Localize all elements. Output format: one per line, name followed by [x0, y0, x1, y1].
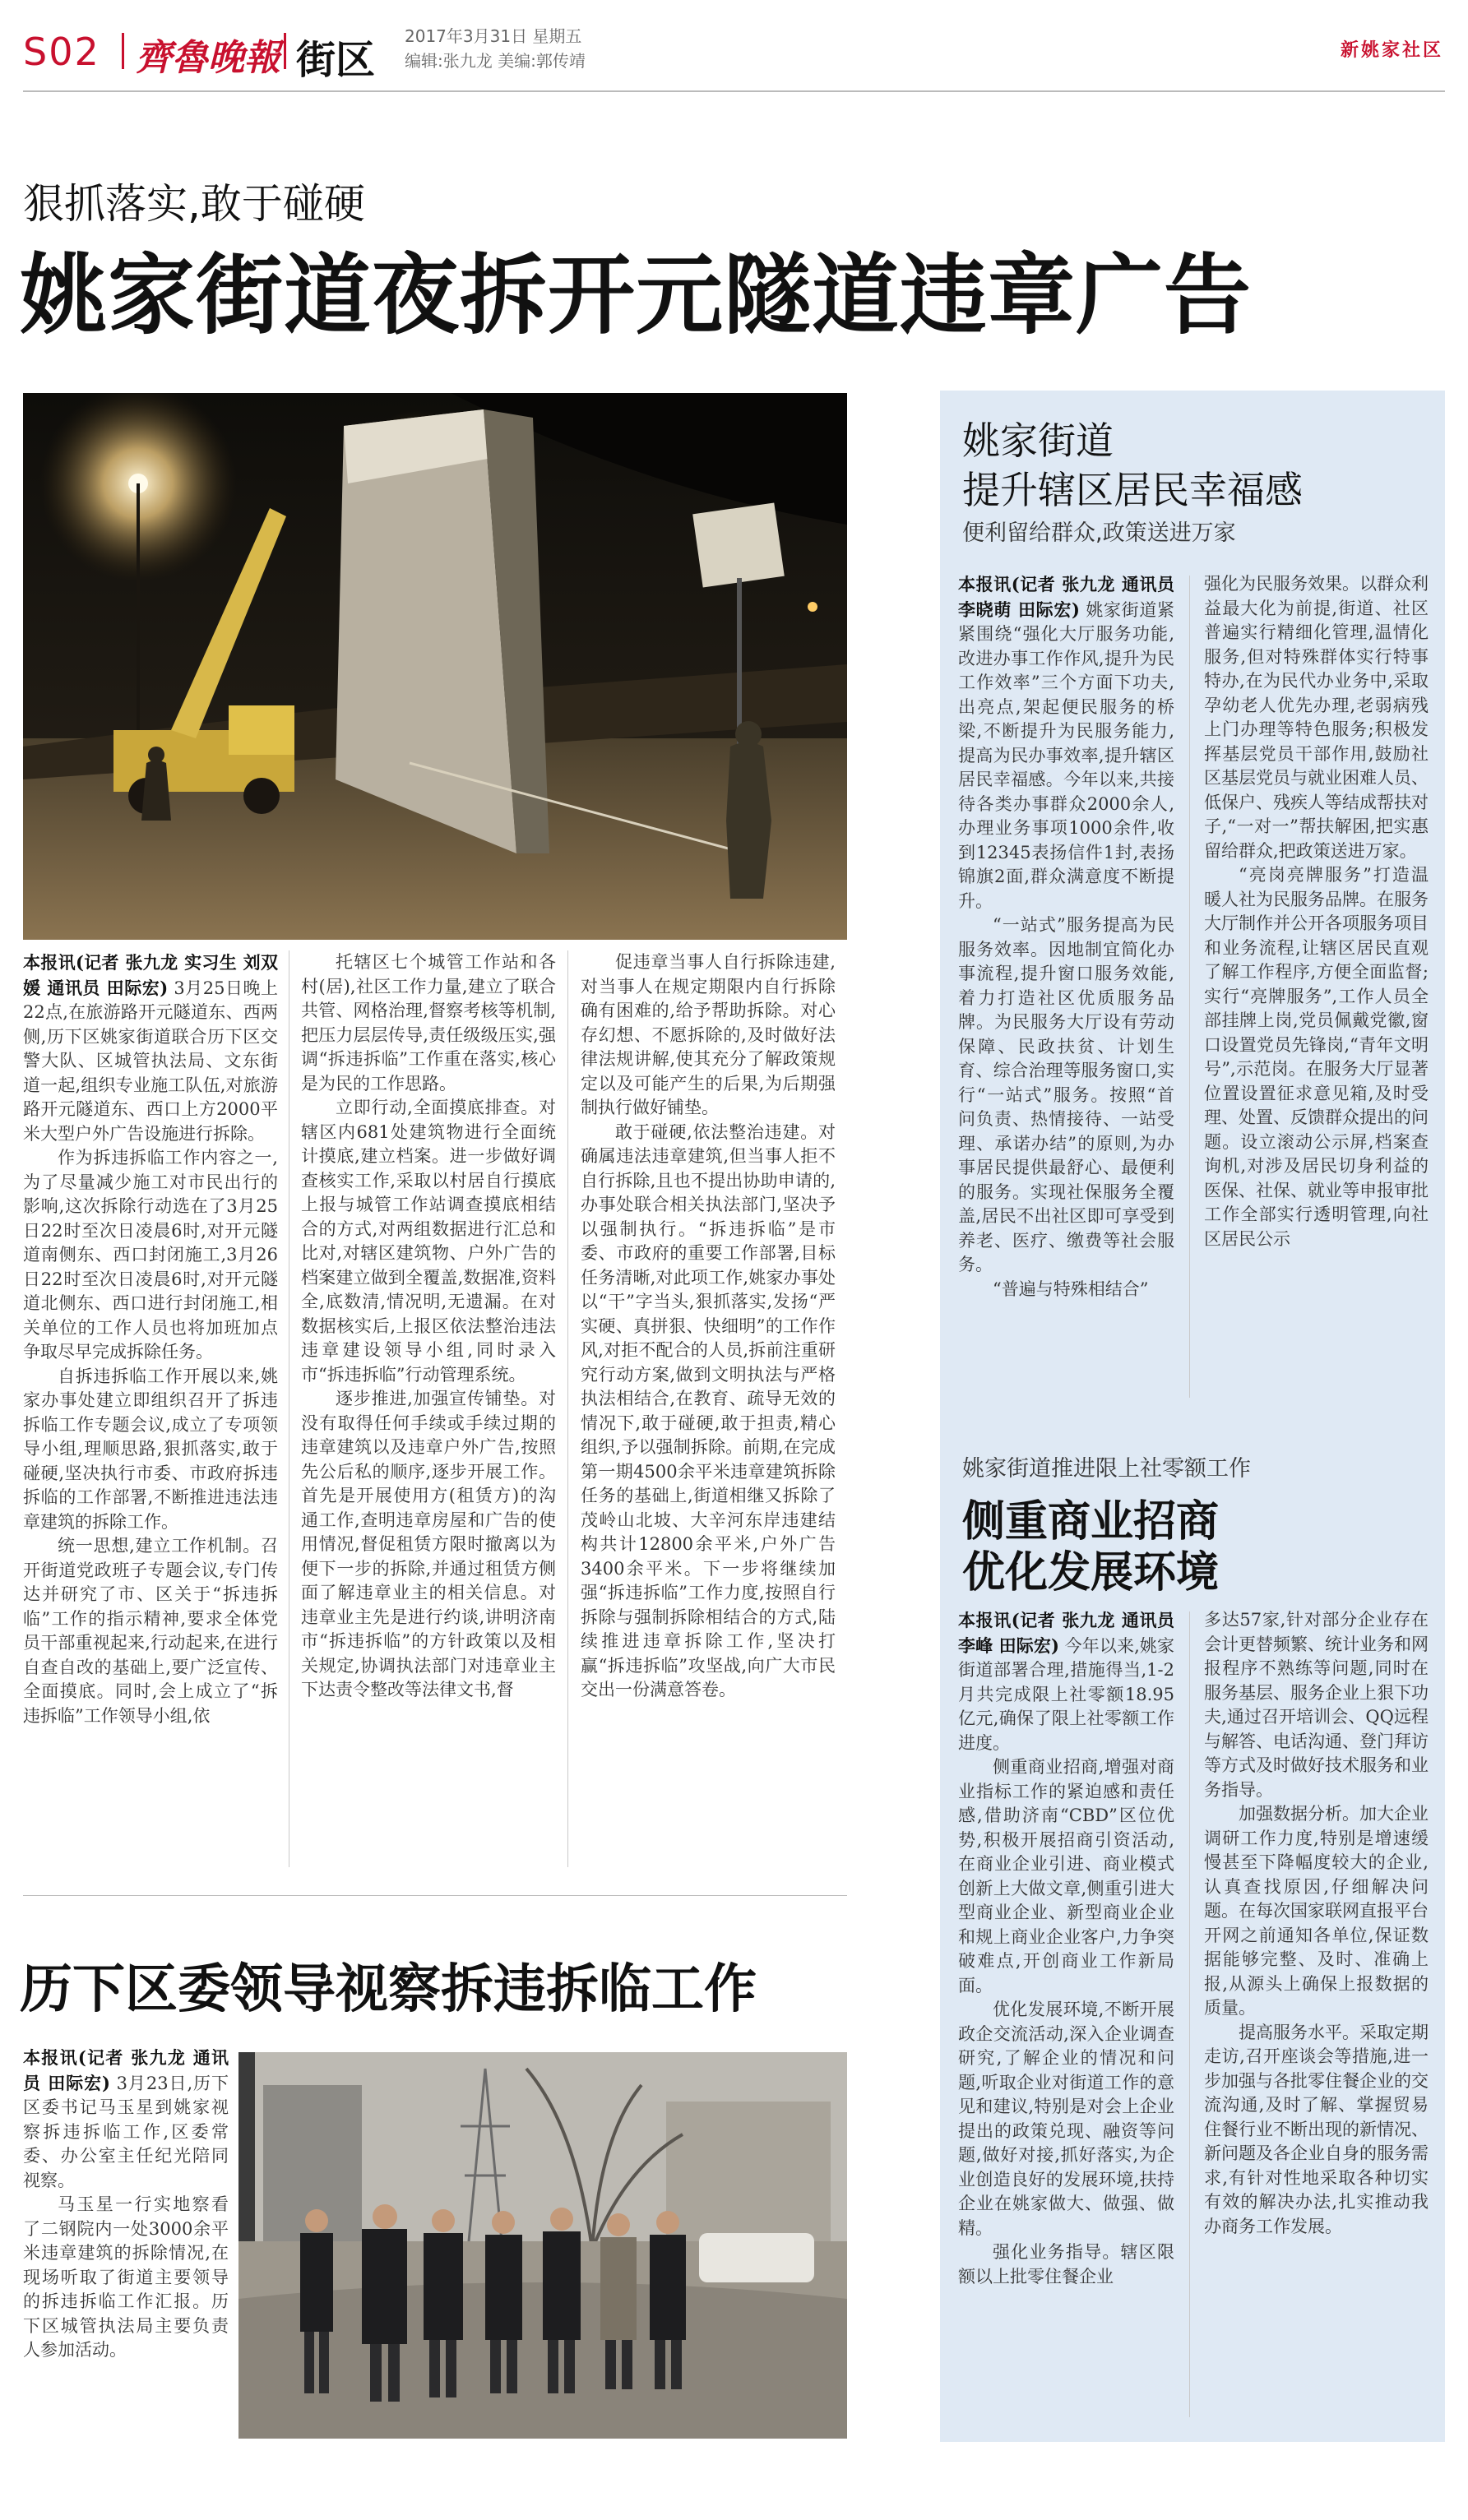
masthead-divider [122, 33, 124, 69]
story-separator [23, 1895, 847, 1896]
main-story-column-3 [581, 950, 836, 1888]
paragraph: 今年以来,姚家街道部署合理,措施得当,1-2月共完成限上社零额18.95亿元,确保了限上社零额工作进度。 [958, 1635, 1174, 1753]
main-story-column-2 [301, 950, 556, 1888]
column-divider [1189, 1611, 1190, 2417]
paragraph: 姚家街道紧紧围绕“强化大厅服务功能,改进办事工作作风,提升为民工作效率”三个方面下功夫,出亮点,架起便民服务的桥梁,不断提升为民服务能力,提高为民办事效率,提升辖区居民幸福感。今年以来,共接待各类办事群众2000余人,办理业务事项1000余件,收到12345表扬信件1封,表扬锦旗2面,群众满意度不断提升。 [958, 599, 1174, 911]
sidebar-story2-column-1 [958, 1608, 1174, 2430]
sidebar-story1-column-2 [1204, 572, 1429, 1403]
sidebar-story1-headline-line2: 提升辖区居民幸福感 [962, 468, 1303, 512]
section-title: 街区 [296, 37, 376, 83]
second-story-text [23, 2046, 229, 2436]
paragraph: 统一思想,建立工作机制。召开街道党政班子专题会议,专门传达并研究了市、区关于“拆违拆临”工作的指示精神,要求全体党员干部重视起来,行动起来,在进行自查自改的基础上,要广泛宣传、全面摸底。同时,会上成立了“拆违拆临”工作领导小组,依 [23, 1536, 278, 1726]
sidebar-story1-column-1 [958, 572, 1174, 1403]
community-label: 新姚家社区 [1340, 40, 1443, 61]
paragraph: 加强数据分析。加大企业调研工作力度,特别是增速缓慢甚至下降幅度较大的企业,认真查找原因,仔细解决问题。在每次国家联网直报平台开网之前通知各单位,保证数据能够完整、及时、准确上报,从源头上确保上报数据的质量。 [1204, 1804, 1429, 2018]
demolition-photo [23, 393, 847, 940]
sidebar-story2-headline-line2: 优化发展环境 [962, 1548, 1220, 1598]
paragraph: 立即行动,全面摸底排查。对辖区内681处建筑物进行全面统计摸底,建立档案。进一步做好调查核实工作,采取以村居自行摸底上报与城管工作站调查摸底相结合的方式,对两组数据进行汇总和比对,对辖区建筑物、户外广告的档案建立做到全覆盖,数据准,资料全,底数清,情况明,无遗漏。在对数据核实后,上报区依法整治违法违章建设领导小组,同时录入市“拆违拆临”行动管理系统。 [301, 1098, 556, 1385]
sidebar-story2-column-2 [1204, 1608, 1429, 2430]
editor-line: 编辑:张九龙 美编:郭传靖 [405, 51, 586, 71]
paragraph: 3月23日,历下区委书记马玉星到姚家视察拆违拆临工作,区委常委、办公室主任纪光陪同视察。 [23, 2073, 229, 2190]
paragraph: 优化发展环境,不断开展政企交流活动,深入企业调查研究,了解企业的情况和问题,听取企业对街道工作的意见和建议,特别是对会上企业提出的政策兑现、融资等问题,做好对接,抓好落实,为企业创造良好的发展环境,扶持企业在姚家做大、做强、做精。 [958, 2000, 1174, 2238]
paragraph: 提高服务水平。采取定期走访,召开座谈会等措施,进一步加强与各批零住餐企业的交流沟通,及时了解、掌握贸易住餐行业不断出现的新情况、新问题及各企业自身的服务需求,有针对性地采取各种切实有效的解决办法,扎实推动我办商务工作发展。 [1204, 2022, 1429, 2236]
main-story-byline: 本报讯(记者 张九龙 实习生 刘双媛 通讯员 田际宏) [23, 952, 278, 998]
column-divider [567, 950, 568, 1867]
paragraph: “一站式”服务提高为民服务效率。因地制宜简化办事流程,提升窗口服务效能,着力打造社区优质服务品牌。为民服务大厅设有劳动保障、民政扶贫、计划生育、综合治理等服务窗口,实行“一站式”服务。按照“首问负责、热情接待、一站受理、承诺办结”的原则,为办事居民提供最舒心、最便利的服务。实现社保服务全覆盖,居民不出社区即可享受到养老、医疗、缴费等社会服务。 [958, 915, 1174, 1274]
page-number: S02 [23, 30, 100, 74]
main-headline: 姚家街道夜拆开元隧道违章广告 [20, 245, 1252, 346]
date-line: 2017年3月31日 星期五 [405, 26, 582, 46]
paragraph: 促违章当事人自行拆除违建,对当事人在规定期限内自行拆除确有困难的,给予帮助拆除。对心存幻想、不愿拆除的,及时做好法律法规讲解,使其充分了解政策规定以及可能产生的后果,为后期强制执行做好铺垫。 [581, 952, 836, 1117]
second-story-headline: 历下区委领导视察拆违拆临工作 [20, 1959, 757, 2020]
column-divider [1189, 576, 1190, 1398]
paragraph: 强化业务指导。辖区限额以上批零住餐企业 [958, 2242, 1174, 2286]
sidebar-story2-headline-line1: 侧重商业招商 [962, 1497, 1220, 1547]
paragraph: 侧重商业招商,增强对商业指标工作的紧迫感和责任感,借助济南“CBD”区位优势,积极开展招商引资活动,在商业企业引进、商业模式创新上大做文章,侧重引进大型商业企业、新型商业企业和规上商业企业客户,力争突破难点,开创商业工作新局面。 [958, 1757, 1174, 1995]
paragraph: 马玉星一行实地察看了二钢院内一处3000余平米违章建筑的拆除情况,在现场听取了街道主要领导的拆违拆临工作汇报。历下区城管执法局主要负责人参加活动。 [23, 2194, 229, 2360]
paragraph: 作为拆违拆临工作内容之一,为了尽量减少施工对市民出行的影响,这次拆除行动选在了3月25日22时至次日凌晨6时,对开元隧道南侧东、西口封闭施工,3月26日22时至次日凌晨6时,对开元隧道北侧东、西口进行封闭施工,相关单位的工作人员也将加班加点争取尽早完成拆除任务。 [23, 1148, 278, 1362]
sidebar-story1-subtitle: 便利留给群众,政策送进万家 [962, 520, 1236, 546]
paragraph: 逐步推进,加强宣传铺垫。对没有取得任何手续或手续过期的违章建筑以及违章户外广告,按照先公后私的顺序,逐步开展工作。首先是开展使用方(租赁方)的沟通工作,查明违章房屋和广告的使用情况,督促租赁方限时撤离以为便下一步的拆除,并通过租赁方侧面了解违章业主的相关信息。对违章业主先是进行约谈,讲明济南市“拆违拆临”的方针政策以及相关规定,协调执法部门对违章业主下达责令整改等法律文书,督 [301, 1389, 556, 1699]
masthead-divider [284, 33, 286, 69]
sidebar-story1-headline-line1: 姚家街道 [962, 418, 1114, 463]
paragraph: 敢于碰硬,依法整治违建。对确属违法违章建筑,但当事人拒不自行拆除,且也不提出协助申请的,办事处联合相关执法部门,坚决予以强制执行。“拆违拆临”是市委、市政府的重要工作部署,目标任务清晰,对此项工作,姚家办事处以“干”字当头,狠抓落实,发扬“严实硬、真拼狠、快细明”的工作作风,对拒不配合的人员,拆前注重研究行动方案,做到文明执法与严格执法相结合,在教育、疏导无效的情况下,敢于碰硬,敢于担责,精心组织,予以强制拆除。前期,在完成第一期4500余平米违章建筑拆除任务的基础上,街道相继又拆除了茂岭山北坡、大辛河东岸违建结构共计12800余平米,户外广告3400余平米。下一步将继续加强“拆违拆临”工作力度,按照自行拆除与强制拆除相结合的方式,陆续推进违章拆除工作,坚决打赢“拆违拆临”攻坚战,向广大市民交出一份满意答卷。 [581, 1121, 836, 1699]
sidebar-story2-kicker: 姚家街道推进限上社零额工作 [962, 1456, 1251, 1482]
main-kicker: 狠抓落实,敢于碰硬 [23, 180, 365, 228]
paragraph: 3月25日晚上22点,在旅游路开元隧道东、西两侧,历下区姚家街道联合历下区交警大队、区城管执法局、文东街道一起,组织专业施工队伍,对旅游路开元隧道东、西口上方2000平米大型户外广告设施进行拆除。 [23, 978, 278, 1144]
sidebar-story1-byline: 本报讯(记者 张九龙 通讯员 李晓萌 田际宏) [958, 574, 1174, 620]
newspaper-logo: 齊魯晚報 [136, 37, 280, 79]
sidebar-story2-byline: 本报讯(记者 张九龙 通讯员 李峰 田际宏) [958, 1610, 1174, 1656]
paragraph: 托辖区七个城管工作站和各村(居),社区工作力量,建立了联合共管、网格治理,督察考核等机制,把压力层层传导,责任级级压实,强调“拆违拆临”工作重在落实,核心是为民的工作思路。 [301, 952, 556, 1094]
inspection-photo [238, 2052, 847, 2439]
main-story-column-1 [23, 950, 278, 1888]
second-story-byline: 本报讯(记者 张九龙 通讯员 田际宏) [23, 2047, 229, 2093]
paragraph: “普遍与特殊相结合” [993, 1278, 1149, 1299]
paragraph: “亮岗亮牌服务”打造温暖人社为民服务品牌。在服务大厅制作并公开各项服务项目和业务流程,让辖区居民直观了解工作程序,方便全面监督;实行“亮牌服务”,工作人员全部挂牌上岗,党员佩戴党徽,窗口设置党员先锋岗,“青年文明号”,示范岗。在服务大厅显著位置设置征求意见箱,及时受理、处置、反馈群众提出的问题。设立滚动公示屏,档案查询机,对涉及居民切身利益的医保、社保、就业等申报审批工作全部实行透明管理,向社区居民公示 [1204, 865, 1429, 1249]
paragraph: 自拆违拆临工作开展以来,姚家办事处建立即组织召开了拆违拆临工作专题会议,成立了专项领导小组,理顺思路,狠抓落实,敢于碰硬,坚决执行市委、市政府拆违拆临的工作部署,不断推进违法违章建筑的拆除工作。 [23, 1366, 278, 1532]
masthead-rule [23, 90, 1445, 92]
paragraph: 强化为民服务效果。以群众利益最大化为前提,街道、社区普遍实行精细化管理,温情化服务,但对特殊群体实行特事特办,在为民代办业务中,采取孕幼老人优先办理,老弱病残上门办理等特色服务;积极发挥基层党员干部作用,鼓励社区基层党员与就业困难人员、低保户、残疾人等结成帮扶对子,“一对一”帮扶解困,把实惠留给群众,把政策送进万家。 [1204, 574, 1429, 861]
paragraph: 多达57家,针对部分企业存在会计更替频繁、统计业务和网报程序不熟练等问题,同时在服务基层、服务企业上狠下功夫,通过召开培训会、QQ远程与解答、电话沟通、登门拜访等方式及时做好技术服务和业务指导。 [1204, 1610, 1429, 1800]
